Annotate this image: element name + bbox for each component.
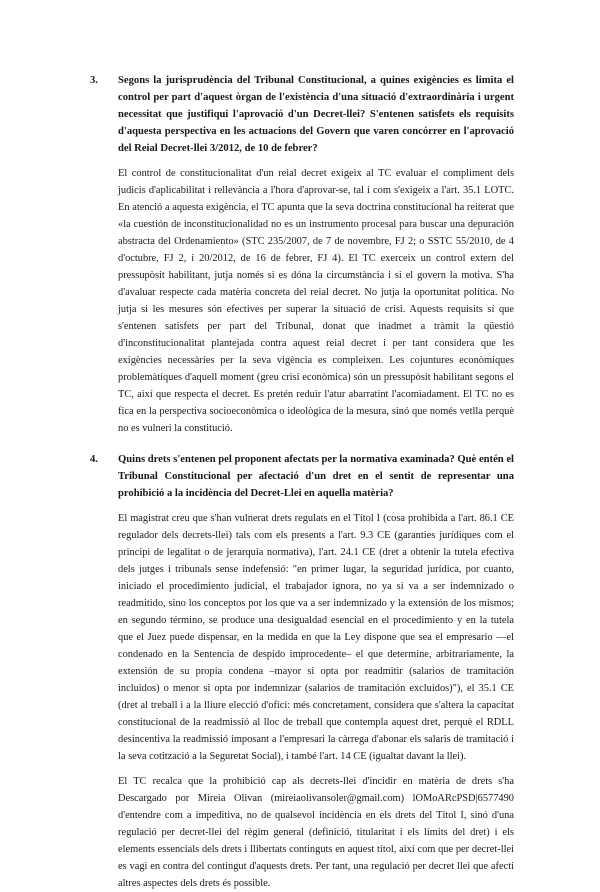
answer-paragraph: El TC recalca que la prohibició cap als decrets-llei d'incidir en matèria de drets s'ha Descargado por Mireia Olivan (mireiaolivansoler@gmail.com) lOMoARcPSD|6577490 d'entendre com a impeditiva, no de qualsevol incidència en els drets del Títol I, sinó d'una regulació per decret-llei del règim general (definició, titularitat i els límits del dret) i els elements essencials dels drets i llibertats continguts en aquest títol, així com que per decret-llei es vagi en contra del contingut d'aquests drets. Per tant, una regulació per decret llei que afecti altres aspectes dels drets és possible. (118, 776, 514, 889)
question-4 (90, 451, 514, 502)
answer-paragraph: El control de constitucionalitat d'un reial decret exigeix al TC evaluar el compliment dels judicis d'aplicabilitat i rellevància a l'hora d'aprovar-se, tal i com s'exigeix a l'art. 35.1 LOTC. En atenció a aquesta exigència, el TC apunta que la seva doctrina constitucional ha reiterat que «la cuestión de inconstitucionalidad no es un instrumento procesal para buscar una depuración abstracta del Ordenamiento» (STC 235/2007, de 7 de novembre, FJ 2; o SSTC 55/2010, de 4 d'octubre, FJ 2, i 20/2012, de 16 de febrer, FJ 4). El TC exerceix un control extern del pressupòsit habilitant, jutja només si es dóna la circumstància i si el govern la motiva. S'ha d'avaluar respecte cada matèria concreta del reial decret. No jutja la oportunitat política. No jutja si les mesures són efectives per superar la situació de crisi. Aquests requisits sí que s'entenen satisfets per part del Tribunal, donat que inadmet a tràmit la qüestió d'inconstitucionalitat plantejada contra aquest reial decret i per tant considera que les exigències necessàries per la seva vigència es compleixen. Les cojuntures econòmiques problemàtiques d'aquell moment (greu crisi econòmica) són un pressupòsit habilitant segons el TC, així que respecta el decret. Es pretén reduir l'atur abarratint l'acomiadament. El TC no es fica en la perspectiva socioeconòmica o ideològica de la mesura, sinó que només vetlla perquè no es vulneri la constitució. (118, 168, 514, 434)
answer-paragraph: El magistrat creu que s'han vulnerat drets regulats en el Títol I (cosa prohibida a l'art. 86.1 CE regulador dels decrets-llei) tals com els presents a l'art. 9.3 CE (garanties jurídiques com el principi de legalitat o de jerarquia normativa), l'art. 24.1 CE (dret a obtenir la tutela efectiva dels jutges i tribunals sense indefensió: "en primer lugar, la seguridad jurídica, por cuanto, iniciado el procedimiento judicial, el trabajador ignora, no ya si va a ser indemnizado o readmitido, sino los conceptos por los que va a ser indemnizado y la extensión de los mismos; en segundo término, se produce una desigualdad esencial en el procedimiento y en la tutela que el Juez puede dispensar, en la medida en que la Ley dispone que sea el empresario ––el condenado en la Sentencia de despido improcedente– el que determine, arbitrariamente, la extensión de su propia condena –mayor si opta por readmitir (salarios de tramitación incluidos) o menor si opta por indemnizar (salarios de tramitación excluidos)"), el 35.1 CE (dret al treball i a la lliure elecció d'ofici: més concretament, considera que s'altera la capacitat constitucional de la readmissió al lloc de treball que contempla aquest dret, perquè el RDLL desincentiva la readmissió imposant a l'empresari la càrrega d'abonar els salaris de tramitació i la seva cotització a la Seguretat Social), i també l'art. 14 CE (igualtat davant la llei). (118, 513, 514, 762)
question-3 (90, 72, 514, 157)
question-title: Quins drets s'entenen pel proponent afectats per la normativa examinada? Què entén el Tribunal Constitucional per afectació d'un dret en el sentit de representar una prohibició a la incidència del Decret-Llei en aquella matèria? (118, 454, 514, 499)
question-number: 4. (90, 454, 98, 465)
question-number: 3. (90, 75, 98, 86)
question-title: Segons la jurisprudència del Tribunal Constitucional, a quines exigències es limita el control per part d'aquest òrgan de l'existència d'una situació d'extraordinària i urgent necessitat que justifiqui l'aprovació d'un Decret-llei? S'entenen satisfets els requisits d'aquesta perspectiva en les actuacions del Govern que varen concórrer en l'aprovació del Reial Decret-llei 3/2012, de 10 de febrer? (118, 75, 514, 154)
answer-3 (118, 165, 514, 437)
answer-4 (118, 510, 514, 892)
